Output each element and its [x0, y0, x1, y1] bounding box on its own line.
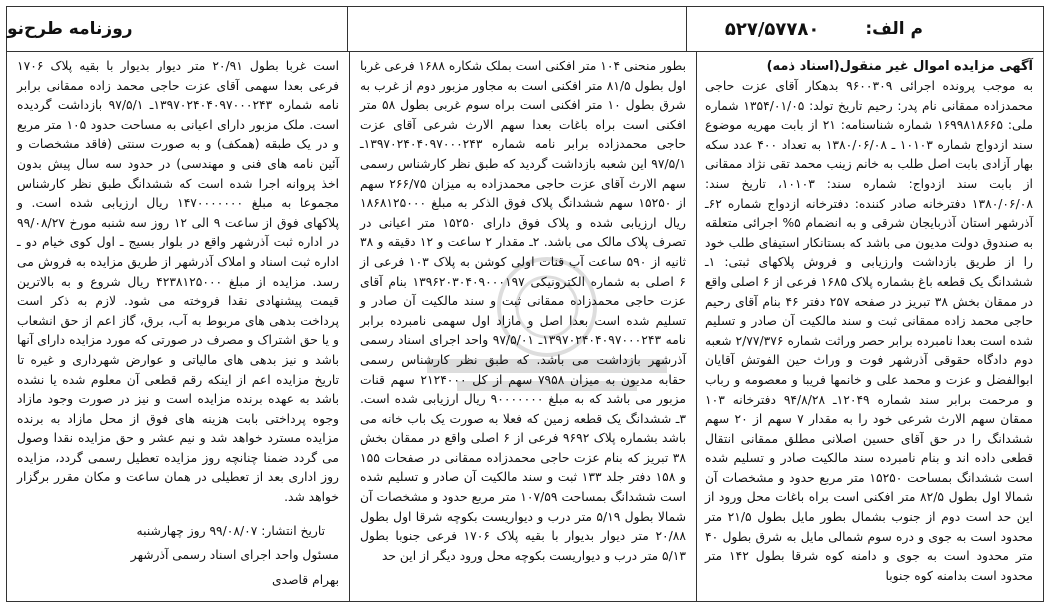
code-label: م الف:: [865, 19, 923, 39]
official-title: مسئول واحد اجرای اسناد رسمی آذرشهر: [130, 548, 339, 563]
column-middle: [349, 51, 697, 601]
ad-header: [7, 7, 1043, 52]
header-empty-cell: [347, 7, 687, 51]
newspaper-name: روزنامه طرح‌نو: [7, 19, 133, 39]
ad-frame: [6, 6, 1044, 602]
official-name: بهرام قاصدی: [272, 572, 339, 587]
code-number: ۵۲۷/۵۷۷۸۰: [724, 18, 820, 40]
column-right: [695, 51, 1043, 601]
publish-date: تاریخ انتشار: ۹۹/۰۸/۰۷ روز چهارشنبه: [136, 523, 325, 538]
ad-footer: [17, 522, 339, 591]
ad-title: آگهی مزایده اموال غیر منقول(اسناد ذمه): [766, 59, 1033, 74]
ad-code: [687, 7, 1043, 51]
left-column-text: است غربا بطول ۲۰/۹۱ متر دیوار بدیوار با بقیه پلاک ۱۷۰۶ فرعی بعدا سهمی آقای عزت حاجی محمد زاده ممقانی برابر نامه شماره ۱۳۹۷۰۲۴۰۴۰۹۷۰۰۰۲۴۳ـ ۹۷/۵/۱ بازداشت گردیده است. ملک مزبور دارای اعیانی به مساحت حدود ۱۰۵ متر مربع و در یک طبقه (همکف) و به صورت سنتی (فاقد مشخصات و آئین نامه های فنی و مهندسی) در حدود سه سال پیش بدون اخذ پروانه اجرا شده است که ششدانگ طبق نظر کارشناس مجموعا به مبلغ ۱۴۷۰۰۰۰۰۰۰ ریال ارزیابی شده است. و پلاکهای فوق از ساعت ۹ الی ۱۲ روز سه شنبه مورخ ۹۹/۰۸/۲۷ در اداره ثبت آذرشهر واقع در بلوار بسیج ـ اول کوی خیام دو ـ اداره ثبت اسناد و املاک آذرشهر از طریق مزایده به فروش می رسد. مزایده از مبلغ ۴۲۳۸۱۲۵۰۰۰ ریال شروع و به بالاترین قیمت پیشنهادی نقدا فروخته می شود. لازم به ذکر است پرداخت بدهی های مربوط به آب، برق، گاز اعم از حق انشعاب و یا حق اشتراک و مصرف در صورتی که مورد مزایده دارای آنها باشد و نیز بدهی های مالیاتی و عوارض شهرداری و غیره تا تاریخ مزایده اعم از اینکه رقم قطعی آن معلوم شده یا نشده باشد به عهده برنده مزایده است و نیز در صورت وجود مازاد وجوه پرداختی بابت هزینه های فوق از محل مازاد به برنده مزایده مسترد خواهد شد و نیم عشر و حق مزایده نقدا وصول می گردد ضمنا چنانچه روز مزایده تعطیل رسمی گردد، مزایده روز اداری بعد از تعطیلی در همان ساعت و مکان مقرر برگزار خواهد شد.: [17, 59, 340, 505]
column-left: [7, 51, 349, 601]
right-column-text: به موجب پرونده اجرائی ۹۶۰۰۳۰۹ بدهکار آقای عزت حاجی محمدزاده ممقانی نام پدر: رحیم تاریخ تولد: ۱۳۵۴/۰۱/۰۵ شماره ملی: ۱۶۹۹۸۱۸۶۶۵ شماره شناسنامه: ۲۱ از بابت مهریه موضوع سند ازدواج شماره ۱۰۱۰۳ ـ ۱۳۸۰/۰۶/۰۸ به تعداد ۴۰۰ عدد سکه بهار آزادی بابت اصل طلب به خانم زینب محمد تقی نژاد ممقانی از بابت سند ازدواج: شماره سند: ۱۰۱۰۳، تاریخ سند: ۱۳۸۰/۰۶/۰۸ دفترخانه صادر کننده: دفترخانه ازدواج شماره ۶۲ـ آذرشهر استان آذربایجان شرقی و به انضمام ۵% اجرائی متعلقه به صندوق دولت مدیون می باشد که بستانکار استیفای طلب خود را از طریق بازداشت وارزیابی و فروش پلاکهای ثبتی: ۱ـ ششدانگ یک قطعه باغ بشماره پلاک ۱۶۸۵ فرعی از ۶ اصلی واقع در ممقان بخش ۳۸ تبریز در صفحه ۲۵۷ دفتر ۴۶ بنام آقای رحیم حاجی محمد زاده ممقانی ثبت و سند مالکیت آن صادر و تسلیم شده است بعدا نامبرده برابر حصر وراثت شماره ۲/۷۷/۳۷۶ شعبه دوم دادگاه حقوقی آذرشهر فوت و وراث حین الفوتش آقایان ابوالفضل و عزت و محمد علی و خانمها فریبا و معصومه و رباب و مرحمت برابر سند شماره ۱۲۰۴۹ـ ۹۴/۸/۲۸ دفترخانه ۱۰۳ ممقان سهم الارث شرعی خود را به مقدار ۷ سهم از ۲۰ سهم ششدانگ را در حق آقای حسین اصلانی مطلق ممقانی انتقال قطعی داده اند و بنام نامبرده سند مالکیت صادر و تسلیم شده است ششدانگ بمساحت ۱۵۲۵۰ متر مربع حدود و مشخصات آن شمالا اول بطول ۸۲/۵ متر افکنی است براه باغات محل ورود از این حد است دوم از جنوب بشمال بطور مایل بطول ۲۱/۵ متر محدود است به جوی و دره سوم شمالی مایل به شرق بطول ۴۰ متر محدود است به جوی و دامنه کوه شرقا بطول ۱۴۲ متر محدود است بدامنه کوه جنوبا: [704, 79, 1034, 583]
middle-column-text: بطور منحنی ۱۰۴ متر افکنی است بملک شکاره ۱۶۸۸ فرعی غربا اول بطول ۸۱/۵ متر افکنی است به مجاور مزبور دوم از غرب به شرق بطول ۱۰ متر افکنی است براه سوم غربی بطول ۵۸ متر افکنی است براه باغات بعدا سهم الارث شرعی آقای عزت حاجی محمدزاده برابر نامه شماره ۱۳۹۷۰۲۴۰۴۰۹۷۰۰۰۲۴۳ـ ۹۷/۵/۱ این شعبه بازداشت گردید که طبق نظر کارشناس رسمی سهم الارث آقای عزت حاجی محمدزاده به میزان ۲۶۶/۷۵ سهم از ۱۵۲۵۰ سهم ششدانگ پلاک فوق الذکر به مبلغ ۱۸۶۸۱۲۵۰۰۰ ریال ارزیابی شده و پلاک فوق دارای ۱۵۲۵۰ متر اعیانی در تصرف پلاک مالک می باشد. ۲ـ مقدار ۲ ساعت و ۱۲ دقیقه و ۳۸ ثانیه از ۵۹۰ ساعت آب قنات اولی کوشن به پلاک ۱۰۳ فرعی از ۶ اصلی به شماره الکترونیکی ۱۳۹۶۲۰۳۰۴۰۹۰۰۰۱۹۷ بنام آقای عزت حاجی محمدزاده ممقانی ثبت و سند مالکیت آن صادر و تسلیم شده است بعدا اصل و مازاد اول سهمی نامبرده برابر نامه ۱۳۹۷۰۲۴۰۴۰۹۷۰۰۰۲۴۳ـ ۹۷/۵/۰۱ واحد اجرای اسناد رسمی آذرشهر بازداشت می باشد. که طبق نظر کارشناس رسمی حقابه مدیون به میزان ۷۹۵۸ سهم از کل ۲۱۲۴۰۰۰ سهم قنات مزبور می باشد که به مبلغ ۹۰۰۰۰۰۰۰ ریال ارزیابی شده است. ۳ـ ششدانگ یک قطعه زمین که فعلا به صورت یک باب خانه می باشد بشماره پلاک ۹۶۹۲ فرعی از ۶ اصلی واقع در ممقان بخش ۳۸ تبریز که بنام عزت حاجی محمدزاده ممقانی در صفحات ۱۵۵ و ۱۵۸ دفتر جلد ۱۳۳ ثبت و سند مالکیت آن صادر و تسلیم شده است ششدانگ بمساحت ۱۰۷/۵۹ متر مربع حدود و مشخصات آن شمالا بطول ۵/۱۹ متر درب و دیواریست بکوچه شرقا اول بطول ۲۰/۸۸ متر دیوار بدیوار با بقیه پلاک ۱۷۰۶ فرعی جنوبا بطول ۵/۱۳ متر درب و دیواریست بکوچه محل ورود دیگر از این حد: [360, 59, 687, 563]
